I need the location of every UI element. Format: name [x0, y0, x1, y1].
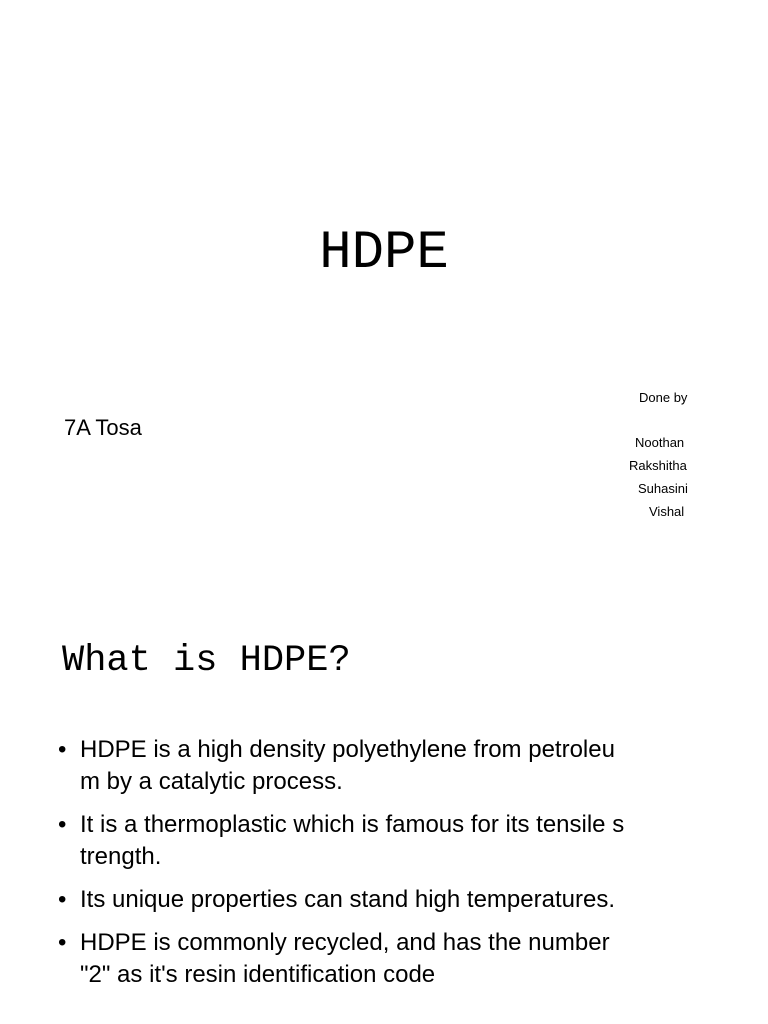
class-label: 7A Tosa — [64, 415, 142, 440]
slide-title: HDPE — [319, 223, 449, 284]
section-title: What is HDPE? — [62, 640, 351, 682]
bullet-text: HDPE is commonly recycled, and has the number "2" as it's resin identification code — [80, 929, 610, 988]
list-item — [58, 927, 718, 991]
bullet-icon: • — [58, 736, 67, 763]
bullet-list — [58, 734, 718, 1002]
bullet-icon: • — [58, 811, 67, 838]
list-item — [58, 809, 718, 873]
credit-name: Rakshitha — [629, 458, 687, 473]
credits-heading: Done by — [639, 390, 688, 405]
bullet-text: HDPE is a high density polyethylene from petroleu m by a catalytic process. — [80, 736, 615, 795]
credit-name: Suhasini — [638, 481, 688, 496]
content-slide — [0, 576, 768, 1024]
bullet-icon: • — [58, 886, 67, 913]
bullet-text: It is a thermoplastic which is famous for its tensile s trength. — [80, 811, 625, 870]
credit-name: Noothan — [635, 435, 685, 450]
list-item — [58, 734, 718, 798]
list-item — [58, 884, 718, 916]
bullet-icon: • — [58, 929, 67, 956]
bullet-text: Its unique properties can stand high temperatures. — [80, 886, 615, 913]
credit-name: Vishal — [649, 504, 685, 519]
